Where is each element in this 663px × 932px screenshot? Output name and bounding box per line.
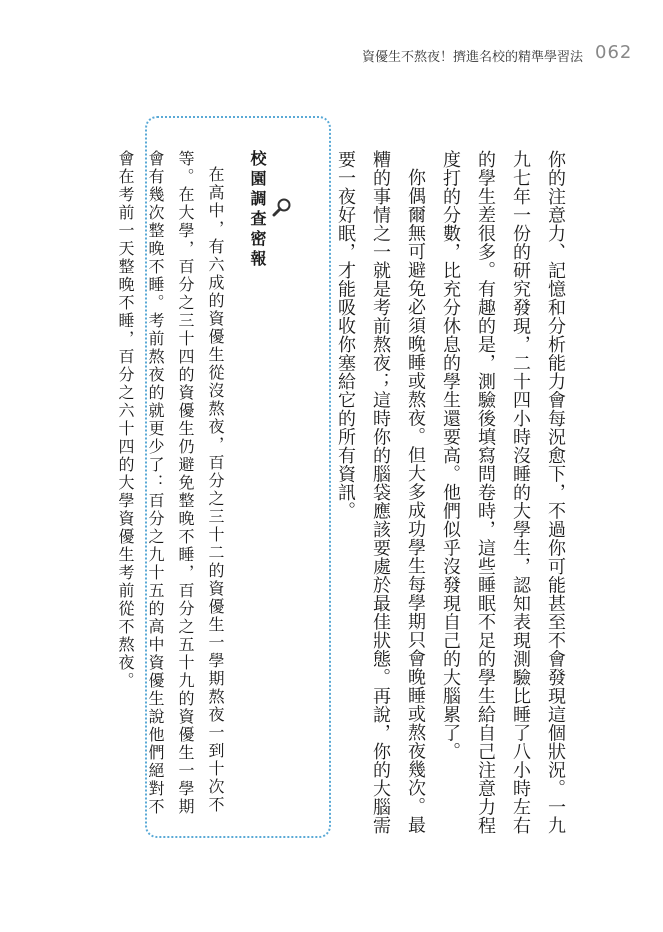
- main-body-text: [328, 150, 573, 840]
- body-paragraph: 你偶爾無可避免必須晚睡或熬夜。但大多成功學生每學期只會晚睡或熬夜幾次。最糟的事情之一就是考前熬夜；這時你的腦袋應該要處於最佳狀態。再說，你的大腦需要一夜好眠，才能吸收你塞給它的所有資訊。: [335, 150, 426, 835]
- campus-survey-box: [116, 116, 331, 838]
- box-title: [242, 150, 292, 270]
- box-title-text: 校園調查密報: [248, 150, 267, 270]
- book-title: 資優生不熬夜！擠進名校的精準學習法: [361, 50, 583, 65]
- page-number: 062: [595, 42, 633, 63]
- body-paragraph: 你的注意力、記憶和分析能力會每況愈下，不過你可能甚至不會發現這個狀況。一九九七年一份的研究發現，二十四小時沒睡的大學生，認知表現測驗比睡了八小時左右的學生差很多。有趣的是，測驗後填寫問卷時，這些睡眠不足的學生給自己注意力程度打的分數，比充分休息的學生還要高。他們似乎沒發現自己的大腦累了。: [440, 150, 566, 835]
- box-content: [110, 150, 297, 820]
- running-header: [361, 42, 633, 65]
- box-paragraph: 在高中，有六成的資優生從沒熬夜，百分之三十二的資優生一學期熬夜一到十次不等。在大學，百分之三十四的資優生仍避免整晚不睡，百分之五十九的資優生一學期會有幾次整晚不睡。考前熬夜的就更少了：百分之九十五的高中資優生說他們絕對不會在考前一天整晚不睡，百分之六十四的大學資優生考前從不熬夜。: [116, 150, 225, 816]
- magnifier-icon: [272, 197, 292, 217]
